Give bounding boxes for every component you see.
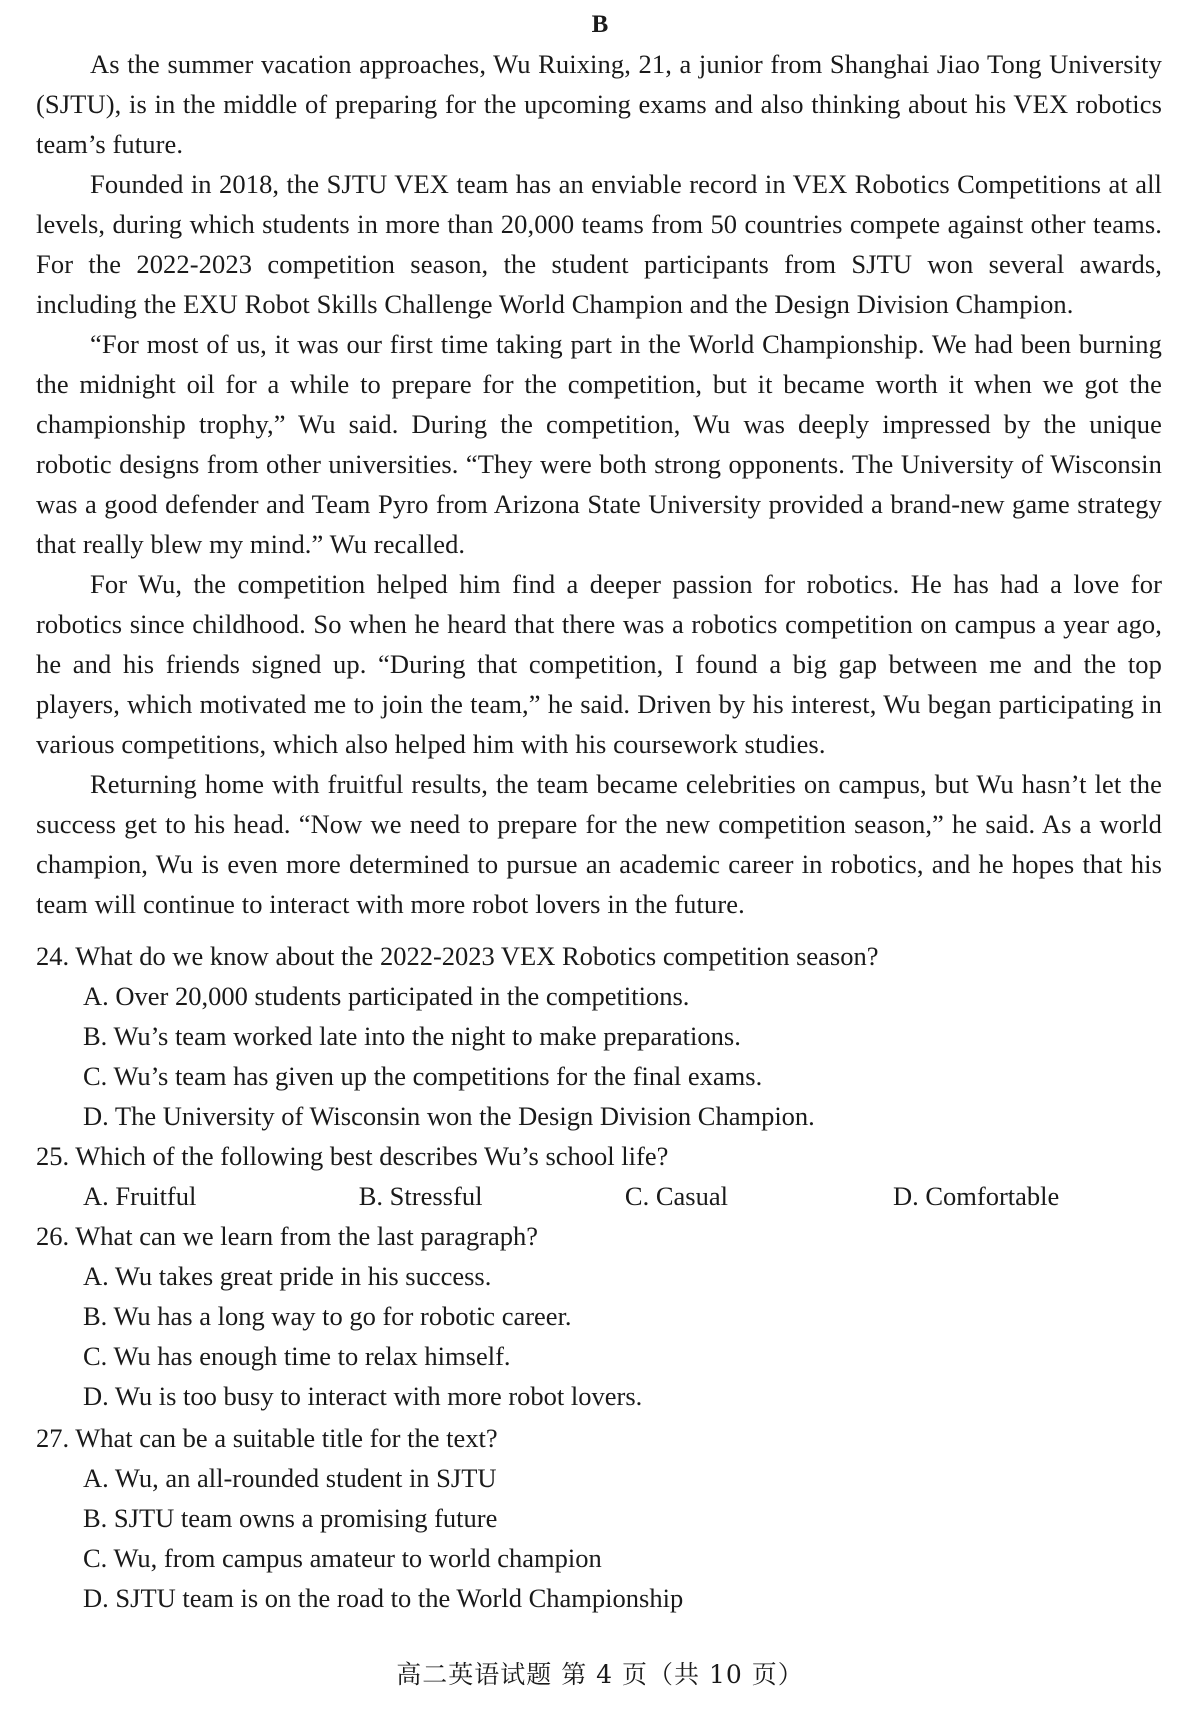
question-list [36,936,1162,1618]
page-footer: 高二英语试题 第 4 页（共 10 页） [396,1660,804,1689]
option-a: A. Fruitful [83,1181,197,1211]
option-b: B. Stressful [358,1181,483,1211]
option-c: C. Wu’s team has given up the competitions for the final exams. [83,1061,763,1091]
option-a: A. Wu takes great pride in his success. [83,1261,492,1291]
option-a: A. Wu, an all-rounded student in SJTU [83,1463,497,1493]
option-c: C. Wu, from campus amateur to world champion [83,1543,602,1573]
question-24 [36,936,1162,1136]
section-heading: B [591,11,609,38]
passage-paragraph-5: Returning home with fruitful results, the team became celebrities on campus, but Wu hasn’t let the success get to his head. “Now we need to prepare for the new competition season,” he said. As a world champion, Wu is even more determined to pursue an academic career in robotics, and he hopes that his team will continue to interact with more robot lovers in the future. [36,769,1162,919]
option-b: B. Wu has a long way to go for robotic career. [83,1301,572,1331]
option-b: B. SJTU team owns a promising future [83,1503,498,1533]
question-stem: 24. What do we know about the 2022-2023 VEX Robotics competition season? [36,941,879,971]
question-27 [36,1418,1162,1618]
option-c: C. Casual [624,1181,728,1211]
reading-passage [36,44,1162,924]
passage-paragraph-1: As the summer vacation approaches, Wu Ruixing, 21, a junior from Shanghai Jiao Tong University (SJTU), is in the middle of preparing for the upcoming exams and also thinking about his VEX robotics team’s future. [36,49,1162,159]
question-stem: 26. What can we learn from the last paragraph? [36,1221,539,1251]
option-d: D. The University of Wisconsin won the Design Division Champion. [83,1101,815,1131]
question-26 [36,1216,1162,1416]
option-a: A. Over 20,000 students participated in the competitions. [83,981,690,1011]
passage-paragraph-2: Founded in 2018, the SJTU VEX team has an enviable record in VEX Robotics Competitions at all levels, during which students in more than 20,000 teams from 50 countries compete against other teams. For the 2022-2023 competition season, the student participants from SJTU won several awards, including the EXU Robot Skills Challenge World Champion and the Design Division Champion. [36,169,1162,319]
passage-paragraph-4: For Wu, the competition helped him find a deeper passion for robotics. He has had a love for robotics since childhood. So when he heard that there was a robotics competition on campus a year ago, he and his friends signed up. “During that competition, I found a big gap between me and the top players, which motivated me to join the team,” he said. Driven by his interest, Wu began participating in various competitions, which also helped him with his coursework studies. [36,569,1162,759]
option-d: D. SJTU team is on the road to the World Championship [83,1583,684,1613]
question-25 [36,1136,1162,1216]
option-d: D. Comfortable [892,1181,1060,1211]
option-c: C. Wu has enough time to relax himself. [83,1341,511,1371]
question-stem: 25. Which of the following best describes Wu’s school life? [36,1141,669,1171]
passage-paragraph-3: “For most of us, it was our first time taking part in the World Championship. We had been burning the midnight oil for a while to prepare for the competition, but it became worth it when we got the championship trophy,” Wu said. During the competition, Wu was deeply impressed by the unique robotic designs from other universities. “They were both strong opponents. The University of Wisconsin was a good defender and Team Pyro from Arizona State University provided a brand-new game strategy that really blew my mind.” Wu recalled. [36,329,1162,559]
question-stem: 27. What can be a suitable title for the text? [36,1423,498,1453]
option-d: D. Wu is too busy to interact with more robot lovers. [83,1381,643,1411]
option-row [36,1176,1162,1216]
option-b: B. Wu’s team worked late into the night to make preparations. [83,1021,741,1051]
